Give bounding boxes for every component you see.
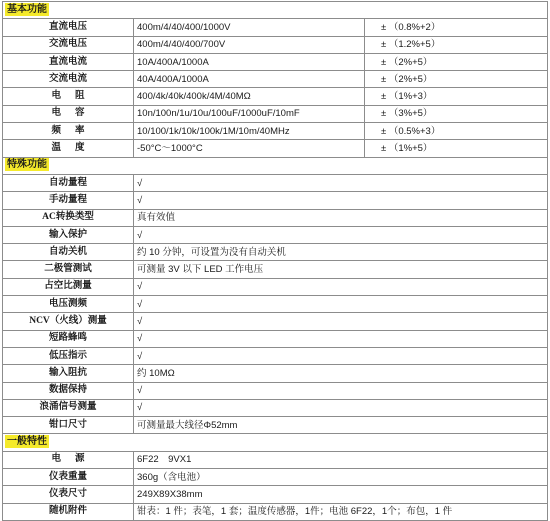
- row-accuracy: ± （2%+5）: [365, 53, 548, 70]
- row-value: √: [134, 399, 548, 416]
- row-value: 钳表：1 件；表笔，1 套；温度传感器，1件；电池 6F22，1个；布包，1 件: [134, 503, 548, 520]
- row-label: 占空比测量: [3, 278, 134, 295]
- row-value: 6F22 9VX1: [134, 451, 548, 468]
- row-label: 短路蜂鸣: [3, 330, 134, 347]
- row-value: 360g（含电池）: [134, 469, 548, 486]
- table-row: [3, 503, 548, 520]
- row-label: 直流电压: [3, 19, 134, 36]
- table-row: [3, 71, 548, 88]
- section-header-special: [3, 157, 548, 174]
- row-value: √: [134, 347, 548, 364]
- row-label: 频率: [3, 123, 134, 140]
- table-row: [3, 174, 548, 191]
- section-title: 基本功能: [7, 3, 47, 15]
- row-label: 二极管测试: [3, 261, 134, 278]
- row-value: √: [134, 174, 548, 191]
- table-row: [3, 469, 548, 486]
- row-value: 10A/400A/1000A: [134, 53, 365, 70]
- row-value: 10n/100n/1u/10u/100uF/1000uF/10mF: [134, 105, 365, 122]
- row-label: 直流电流: [3, 53, 134, 70]
- row-label: 电压测频: [3, 296, 134, 313]
- table-row: [3, 209, 548, 226]
- row-label: 电阻: [3, 88, 134, 105]
- table-row: [3, 399, 548, 416]
- table-row: [3, 140, 548, 157]
- row-label: 交流电压: [3, 36, 134, 53]
- row-accuracy: ± （0.5%+3）: [365, 123, 548, 140]
- table-row: [3, 192, 548, 209]
- row-value: √: [134, 192, 548, 209]
- row-value: √: [134, 296, 548, 313]
- table-row: [3, 19, 548, 36]
- row-accuracy: ± （1.2%+5）: [365, 36, 548, 53]
- row-label: 电源: [3, 451, 134, 468]
- row-label: 自动关机: [3, 244, 134, 261]
- table-row: [3, 313, 548, 330]
- row-accuracy: ± （1%+5）: [365, 140, 548, 157]
- row-label: 浪涌信号测量: [3, 399, 134, 416]
- row-value: √: [134, 278, 548, 295]
- table-row: [3, 226, 548, 243]
- row-label: 输入保护: [3, 226, 134, 243]
- row-value: 可测量 3V 以下 LED 工作电压: [134, 261, 548, 278]
- row-value: 真有效值: [134, 209, 548, 226]
- row-value: -50°C～1000°C: [134, 140, 365, 157]
- row-label: 数据保持: [3, 382, 134, 399]
- row-value: 400m/4/40/400/700V: [134, 36, 365, 53]
- row-value: 可测量最大线径Φ52mm: [134, 417, 548, 434]
- row-label: 交流电流: [3, 71, 134, 88]
- table-row: [3, 382, 548, 399]
- section-header-basic: [3, 2, 548, 19]
- row-label: AC转换类型: [3, 209, 134, 226]
- section-title: 一般特性: [7, 436, 47, 448]
- row-label: 温度: [3, 140, 134, 157]
- row-value: 约 10MΩ: [134, 365, 548, 382]
- row-value: 40A/400A/1000A: [134, 71, 365, 88]
- table-row: [3, 347, 548, 364]
- row-label: 电容: [3, 105, 134, 122]
- spec-table: [2, 1, 548, 521]
- row-accuracy: ± （0.8%+2）: [365, 19, 548, 36]
- row-accuracy: ± （2%+5）: [365, 71, 548, 88]
- row-value: √: [134, 382, 548, 399]
- row-value: 400m/4/40/400/1000V: [134, 19, 365, 36]
- row-value: √: [134, 330, 548, 347]
- table-row: [3, 244, 548, 261]
- table-row: [3, 261, 548, 278]
- table-row: [3, 365, 548, 382]
- table-row: [3, 36, 548, 53]
- section-header-general: [3, 434, 548, 451]
- row-label: 低压指示: [3, 347, 134, 364]
- row-value: 400/4k/40k/400k/4M/40MΩ: [134, 88, 365, 105]
- row-value: √: [134, 226, 548, 243]
- row-label: 自动量程: [3, 174, 134, 191]
- table-row: [3, 330, 548, 347]
- row-label: 随机附件: [3, 503, 134, 520]
- table-row: [3, 123, 548, 140]
- table-row: [3, 417, 548, 434]
- table-row: [3, 486, 548, 503]
- table-row: [3, 451, 548, 468]
- row-accuracy: ± （3%+5）: [365, 105, 548, 122]
- row-label: 手动量程: [3, 192, 134, 209]
- row-accuracy: ± （1%+3）: [365, 88, 548, 105]
- row-label: 仪表重量: [3, 469, 134, 486]
- row-label: NCV（火线）测量: [3, 313, 134, 330]
- row-value: 10/100/1k/10k/100k/1M/10m/40MHz: [134, 123, 365, 140]
- row-label: 仪表尺寸: [3, 486, 134, 503]
- table-row: [3, 53, 548, 70]
- row-value: √: [134, 313, 548, 330]
- table-row: [3, 105, 548, 122]
- row-value: 249X89X38mm: [134, 486, 548, 503]
- table-row: [3, 88, 548, 105]
- row-value: 约 10 分钟，可设置为没有自动关机: [134, 244, 548, 261]
- row-label: 输入阻抗: [3, 365, 134, 382]
- table-row: [3, 296, 548, 313]
- section-title: 特殊功能: [7, 159, 47, 171]
- table-row: [3, 278, 548, 295]
- row-label: 钳口尺寸: [3, 417, 134, 434]
